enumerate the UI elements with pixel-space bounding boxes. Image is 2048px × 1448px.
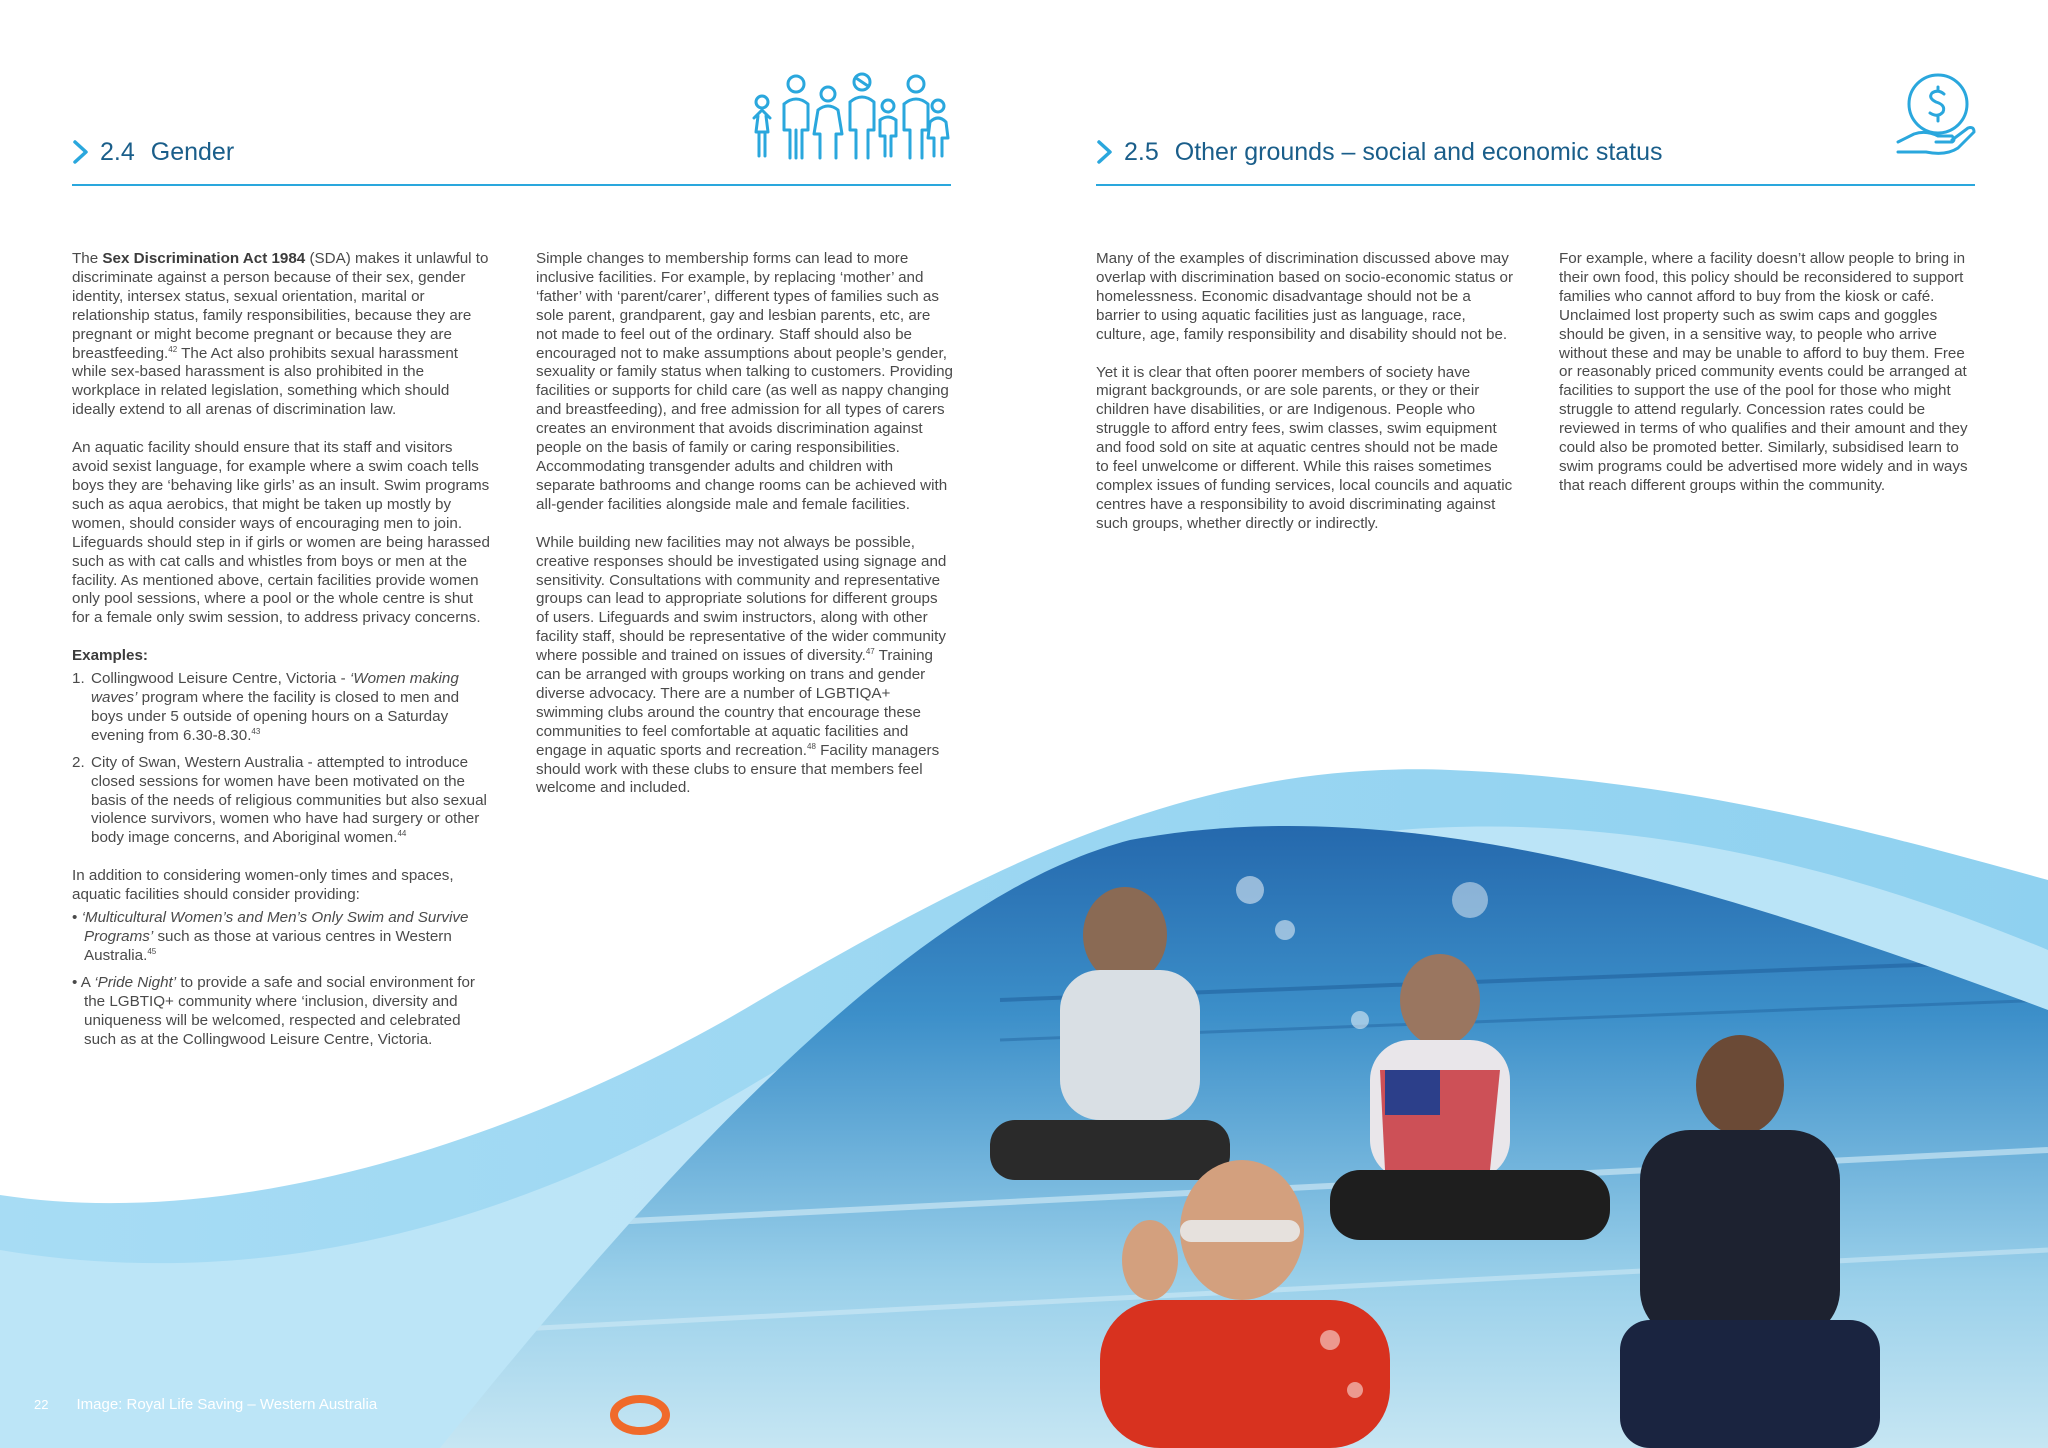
section-title: Gender — [150, 137, 235, 166]
paragraph: Yet it is clear that often poorer members of society have migrant backgrounds, or are sole parents, or they or their children have disabilities, or are Indigenous. People who struggle to afford entry fees, swim classes, swim equipment and food sold on site at aquatic centres should not be made to feel unwelcome or different. While this raises sometimes complex issues of funding services, local councils and aquatic centres have a responsibility to avoid discriminating against such groups, whether directly or indirectly. — [1096, 363, 1513, 532]
footnote-ref: 44 — [397, 829, 407, 839]
page-number: 22 — [34, 1397, 49, 1412]
footnote-ref: 42 — [168, 344, 178, 354]
money-hand-icon — [1896, 70, 1976, 156]
paragraph: Simple changes to membership forms can lead to more inclusive facilities. For example, by replacing ‘mother’ and ‘father’ with ‘parent/carer’, different types of families such as sole parent, grandparent, gay and lesbian parents, etc, are not made to feel out of the ordinary. Staff should also be encouraged not to make assumptions about people’s gender, sexuality or family status when talking to customers. Providing facilities or supports for child care (as well as nappy changing and breastfeeding), and free admission for all types of carers creates an environment that avoids discrimination against people on the basis of family or caring responsibilities. Accommodating transgender adults and children with separate bathrooms and change rooms can be achieved with all-gender facilities alongside male and female facilities. — [536, 250, 953, 513]
paragraph: While building new facilities may not always be possible, creative responses should be investigated using signage and sensitivity. Consultations with community and representative groups can lead to appropriate solutions for different groups of users. Lifeguards and swim instructors, along with other facility staff, should be representative of the wider community where possible and trained on issues of diversity.$^{47}$ Training can be arranged with groups working on trans and gender diverse advocacy. There are a number of LGBTIQA+ swimming clubs around the country that encourage these communities to feel comfortable at aquatic facilities and engage in aquatic sports and recreation.$^{48}$ Facility managers should work with these clubs to ensure that members feel welcome and included. — [536, 533, 947, 797]
chevron-right-icon — [72, 139, 90, 165]
paragraph: In addition to considering women-only times and spaces, aquatic facilities should consider providing: — [72, 867, 454, 904]
paragraph: For example, where a facility doesn’t allow people to bring in their own food, this policy should be reconsidered to support families who cannot afford to buy from the kiosk or café. Unclaimed lost property such as swim caps and goggles should be given, in a sensitive way, to people who arrive without these and may be unable to afford to buy them. Free or reasonably priced community events could be arranged at facilities to support the use of the pool for those who might struggle to attend regularly. Concession rates could be reviewed in terms of who qualifies and their amount and they could also be promoted better. Similarly, subsidised learn to swim programs could be advertised more widely and in ways that reach different groups within the community. — [1559, 250, 1968, 494]
list-item: • A ‘Pride Night’ to provide a safe and social environment for the LGBTIQ+ community where ‘inclusion, diversity and uniqueness will be welcomed, respected and celebrated such as at the Collingwood Leisure Centre, Victoria. — [72, 973, 475, 1048]
section-title: Other grounds – social and economic status — [1174, 137, 1663, 166]
paragraph: An aquatic facility should ensure that its staff and visitors avoid sexist language, for example where a swim coach tells boys they are ‘behaving like girls’ as an insult. Swim programs such as aqua aerobics, that might be taken up mostly by women, should consider ways of encouraging men to join. Lifeguards should step in if girls or women are being harassed such as with cat calls and whistles from boys or men at the facility. As mentioned above, certain facilities provide women only pool sessions, where a pool or the whole centre is shut for a female only swim session, to address privacy concerns. — [72, 439, 490, 627]
family-icon — [748, 72, 952, 160]
chevron-right-icon — [1096, 139, 1114, 165]
list-item: • ‘Multicultural Women’s and Men’s Only Swim and Survive Programs’ such as those at various centres in Western Australia.$^{45}$ — [72, 909, 469, 964]
footnote-ref: 48 — [807, 741, 816, 751]
column-social-2 — [1559, 250, 1979, 515]
section-heading-gender — [72, 132, 234, 172]
paragraph: Many of the examples of discrimination discussed above may overlap with discrimination based on socio-economic status or homelessness. Economic disadvantage should not be a barrier to using aquatic facilities just as language, race, culture, age, family responsibility and disability should not be. — [1096, 250, 1514, 343]
image-caption — [34, 1396, 377, 1413]
section-heading-social-economic — [1096, 132, 1663, 172]
column-gender-1 — [72, 250, 490, 1057]
column-gender-2 — [536, 250, 954, 817]
section-number: 2.5 — [1124, 137, 1159, 166]
column-social-1 — [1096, 250, 1514, 553]
examples-heading: Examples: — [72, 647, 148, 665]
caption-text: Image: Royal Life Saving – Western Australia — [76, 1396, 378, 1413]
section-divider — [1096, 184, 1975, 186]
act-name: Sex Discrimination Act 1984 — [102, 250, 306, 267]
section-divider — [72, 184, 951, 186]
list-item: 1. Collingwood Leisure Centre, Victoria - ‘Women making waves’ program where the facility is closed to men and boys under 5 outside of opening hours on a Saturday evening from 6.30-8.30.43 — [72, 670, 460, 744]
footnote-ref: 43 — [251, 726, 261, 736]
paragraph: The Sex Discrimination Act 1984 (SDA) makes it unlawful to discriminate against a person because of their sex, gender identity, intersex status, sexual orientation, marital or relationship status, family responsibilities, because they are pregnant or might become pregnant or because they are breastfeeding.$^{42}$ The Act also prohibits sexual harassment while sex-based harassment is also prohibited in the workplace in related legislation, something which should ideally extend to all arenas of discrimination law. — [72, 250, 489, 419]
section-number: 2.4 — [100, 137, 135, 166]
list-item: 2. City of Swan, Western Australia - attempted to introduce closed sessions for women have been motivated on the basis of the needs of religious communities but also sexual violence survivors, women who have had surgery or other body image concerns, and Aboriginal women.$^{44}$ — [72, 753, 487, 847]
footnote-ref: 45 — [147, 946, 157, 956]
footnote-ref: 47 — [865, 647, 875, 657]
